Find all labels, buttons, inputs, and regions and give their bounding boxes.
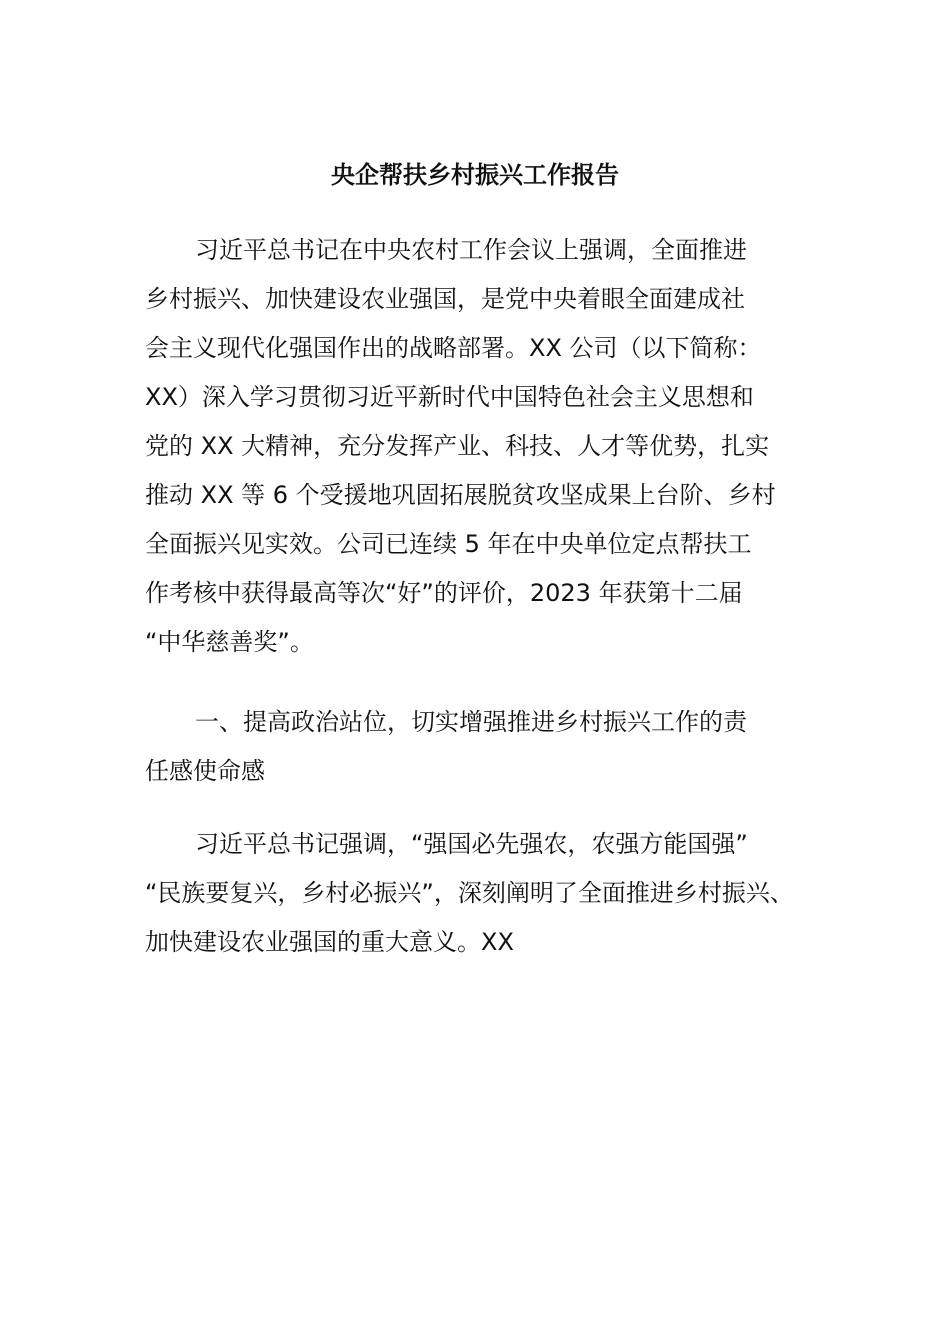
paragraph-line: 党的 XX 大精神，充分发挥产业、科技、人才等优势，扎实 <box>145 432 770 460</box>
paragraph-section-1 <box>145 820 825 967</box>
paragraph-line: 乡村振兴、加快建设农业强国，是党中央着眼全面建成社 <box>145 285 745 313</box>
paragraph-line: 习近平总书记在中央农村工作会议上强调，全面推进 <box>195 236 747 264</box>
paragraph-line: 作考核中获得最高等次“好”的评价，2023 年获第十二届 <box>145 579 743 607</box>
paragraph-line: 推动 XX 等 6 个受援地巩固拓展脱贫攻坚成果上台阶、乡村 <box>145 481 776 509</box>
paragraph-line: 全面振兴见实效。公司已连续 5 年在中央单位定点帮扶工 <box>145 530 752 558</box>
paragraph-line: XX）深入学习贯彻习近平新时代中国特色社会主义思想和 <box>145 383 754 411</box>
paragraph-line: 加快建设农业强国的重大意义。XX <box>145 928 514 956</box>
section-heading-1 <box>145 698 825 796</box>
paragraph-line: 习近平总书记强调，“强国必先强农，农强方能国强” <box>195 830 748 858</box>
paragraph-intro <box>145 226 825 667</box>
heading-line: 一、提高政治站位，切实增强推进乡村振兴工作的责 <box>195 708 747 736</box>
document-title: 央企帮扶乡村振兴工作报告 <box>331 161 619 189</box>
heading-line: 任感使命感 <box>145 757 265 785</box>
paragraph-line: “民族要复兴，乡村必振兴”，深刻阐明了全面推进乡村振兴、 <box>145 879 794 907</box>
paragraph-line: 会主义现代化强国作出的战略部署。XX 公司（以下简称： <box>145 334 762 362</box>
paragraph-line: “中华慈善奖”。 <box>145 628 314 656</box>
